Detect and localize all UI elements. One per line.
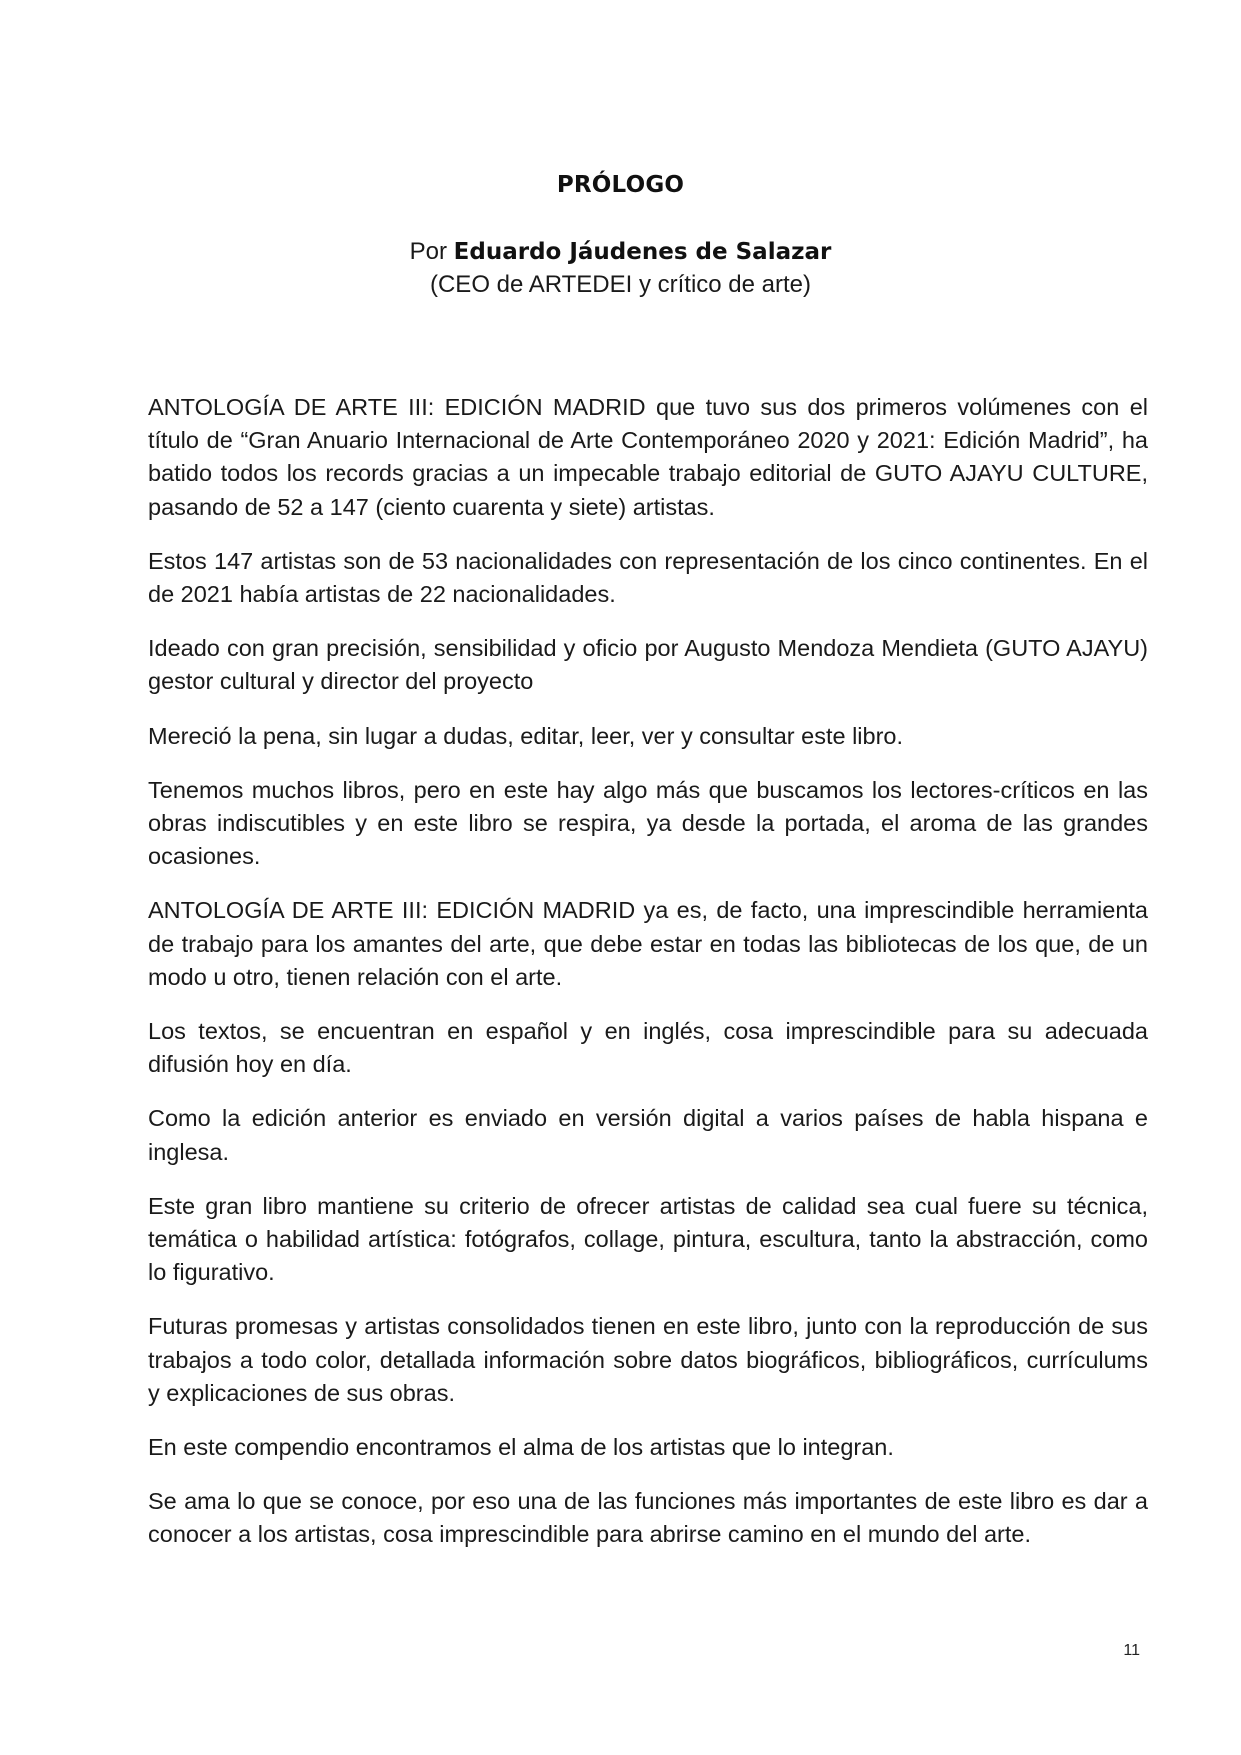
paragraph: Estos 147 artistas son de 53 nacionalidades con representación de los cinco continentes. En el de 2021 había artistas de 22 nacionalidades. xyxy=(148,547,1148,608)
byline xyxy=(0,237,1241,267)
page-number: 11 xyxy=(1123,1642,1140,1659)
author-affiliation: (CEO de ARTEDEI y crítico de arte) xyxy=(429,271,811,298)
author-name: Eduardo Jáudenes de Salazar xyxy=(453,239,832,265)
page-title: PRÓLOGO xyxy=(556,172,685,198)
paragraph: Como la edición anterior es enviado en versión digital a varios países de habla hispana e inglesa. xyxy=(148,1105,1148,1165)
paragraph: Se ama lo que se conoce, por eso una de las funciones más importantes de este libro es dar a conocer a los artistas, cosa imprescindible para abrirse camino en el mundo del arte. xyxy=(148,1488,1148,1548)
byline-prefix: Por xyxy=(409,238,447,265)
body-text xyxy=(148,391,1148,1573)
paragraph: Este gran libro mantiene su criterio de ofrecer artistas de calidad sea cual fuere su técnica, temática o habilidad artística: fotógrafos, collage, pintura, escultura, tanto la abstracción, como lo figurativo. xyxy=(148,1192,1148,1286)
paragraph: ANTOLOGÍA DE ARTE III: EDICIÓN MADRID ya es, de facto, una imprescindible herramienta de trabajo para los amantes del arte, que debe estar en todas las bibliotecas de los que, de un modo u otro, tienen relación con el arte. xyxy=(148,897,1148,990)
paragraph: Futuras promesas y artistas consolidados tienen en este libro, junto con la reproducción de sus trabajos a todo color, detallada información sobre datos biográficos, bibliográficos, currículums y explicaciones de sus obras. xyxy=(148,1313,1148,1406)
paragraph: ANTOLOGÍA DE ARTE III: EDICIÓN MADRID que tuvo sus dos primeros volúmenes con el título de “Gran Anuario Internacional de Arte Contemporáneo 2020 y 2021: Edición Madrid”, ha batido todos los records gracias a un impecable trabajo editorial de GUTO AJAYU CULTURE, pasando de 52 a 147 (ciento cuarenta y siete) artistas. xyxy=(148,394,1148,520)
paragraph: Los textos, se encuentran en español y en inglés, cosa imprescindible para su adecuada difusión hoy en día. xyxy=(148,1018,1148,1078)
paragraph: En este compendio encontramos el alma de los artistas que lo integran. xyxy=(148,1434,894,1461)
paragraph: Ideado con gran precisión, sensibilidad y oficio por Augusto Mendoza Mendieta (GUTO AJAYU) gestor cultural y director del proyecto xyxy=(148,635,1148,695)
paragraph: Mereció la pena, sin lugar a dudas, editar, leer, ver y consultar este libro. xyxy=(148,722,904,749)
paragraph: Tenemos muchos libros, pero en este hay algo más que buscamos los lectores-críticos en las obras indiscutibles y en este libro se respira, ya desde la portada, el aroma de las grandes ocasiones. xyxy=(148,776,1148,870)
